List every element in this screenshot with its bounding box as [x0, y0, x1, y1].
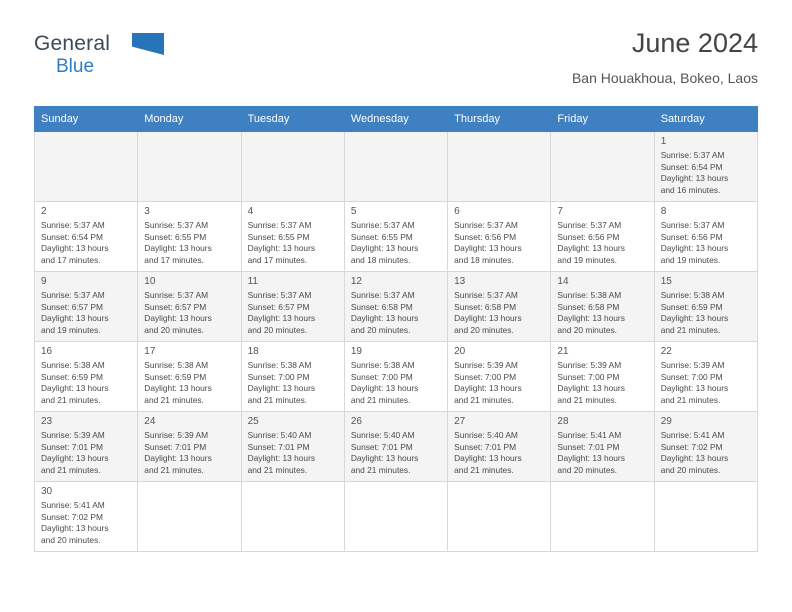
day-sunrise-text: Sunrise: 5:40 AM	[247, 430, 312, 440]
day-number: 26	[350, 416, 362, 427]
day-sunrise-text: Sunrise: 5:37 AM	[660, 220, 725, 230]
calendar-day-cell[interactable]	[448, 272, 551, 342]
day-sunset-text: Sunset: 7:01 PM	[557, 441, 620, 452]
calendar-cell-empty	[35, 132, 138, 202]
calendar-day-cell[interactable]	[551, 342, 654, 412]
day-daylight1-text: Daylight: 13 hours	[350, 453, 419, 464]
day-daylight2-text: and 20 minutes.	[557, 324, 618, 335]
day-sunrise-text: Sunrise: 5:37 AM	[350, 290, 415, 300]
day-sunset-text: Sunset: 7:01 PM	[454, 441, 517, 452]
calendar-day-cell[interactable]	[551, 202, 654, 272]
day-daylight1-text: Daylight: 13 hours	[350, 313, 419, 324]
calendar-cell-empty	[241, 482, 344, 552]
day-sunrise-text: Sunrise: 5:37 AM	[350, 220, 415, 230]
day-daylight2-text: and 21 minutes.	[454, 394, 514, 405]
day-number: 15	[660, 276, 672, 287]
day-daylight2-text: and 17 minutes.	[41, 254, 101, 265]
day-daylight2-text: and 20 minutes.	[660, 464, 721, 475]
day-sunset-text: Sunset: 7:01 PM	[350, 441, 413, 452]
day-sunrise-text: Sunrise: 5:39 AM	[41, 430, 105, 440]
day-number: 20	[454, 346, 466, 357]
page-header	[34, 26, 758, 98]
day-daylight1-text: Daylight: 13 hours	[350, 383, 419, 394]
day-daylight1-text: Daylight: 13 hours	[454, 313, 522, 324]
day-number: 12	[350, 276, 362, 287]
day-daylight1-text: Daylight: 13 hours	[247, 383, 316, 394]
day-daylight2-text: and 17 minutes.	[247, 254, 308, 265]
day-number: 22	[660, 346, 672, 357]
day-sunrise-text: Sunrise: 5:41 AM	[557, 430, 622, 440]
calendar-cell-empty	[138, 482, 241, 552]
day-number: 5	[350, 206, 357, 217]
day-number: 17	[144, 346, 156, 357]
calendar-day-cell[interactable]	[35, 272, 138, 342]
calendar-day-cell[interactable]	[448, 412, 551, 482]
calendar-week-row	[35, 482, 758, 552]
calendar-day-cell[interactable]	[138, 342, 241, 412]
day-sunset-text: Sunset: 7:02 PM	[41, 511, 103, 522]
day-daylight1-text: Daylight: 13 hours	[41, 453, 109, 464]
day-sunset-text: Sunset: 6:55 PM	[247, 231, 310, 242]
day-sunrise-text: Sunrise: 5:37 AM	[41, 220, 105, 230]
day-sunrise-text: Sunrise: 5:37 AM	[144, 290, 209, 300]
calendar-day-cell[interactable]	[654, 132, 757, 202]
day-daylight2-text: and 19 minutes.	[557, 254, 618, 265]
day-daylight1-text: Daylight: 13 hours	[557, 453, 625, 464]
day-sunrise-text: Sunrise: 5:38 AM	[557, 290, 622, 300]
day-number: 7	[557, 206, 563, 217]
day-sunset-text: Sunset: 6:55 PM	[350, 231, 413, 242]
day-number: 23	[41, 416, 53, 427]
day-daylight2-text: and 18 minutes.	[454, 254, 514, 265]
calendar-cell-empty	[551, 132, 654, 202]
day-daylight2-text: and 21 minutes.	[350, 394, 411, 405]
day-daylight1-text: Daylight: 13 hours	[41, 243, 109, 254]
day-sunset-text: Sunset: 6:57 PM	[41, 301, 103, 312]
day-daylight2-text: and 21 minutes.	[454, 464, 514, 475]
day-number: 6	[454, 206, 460, 217]
day-sunrise-text: Sunrise: 5:37 AM	[247, 290, 312, 300]
weekday-header-monday: Monday	[138, 107, 241, 132]
day-number: 28	[557, 416, 569, 427]
day-sunrise-text: Sunrise: 5:41 AM	[41, 500, 105, 510]
calendar-cell-empty	[654, 482, 757, 552]
day-sunrise-text: Sunrise: 5:39 AM	[557, 360, 622, 370]
weekday-header-tuesday: Tuesday	[241, 107, 344, 132]
day-sunset-text: Sunset: 7:01 PM	[144, 441, 207, 452]
calendar-day-cell[interactable]	[654, 412, 757, 482]
day-sunrise-text: Sunrise: 5:37 AM	[557, 220, 622, 230]
day-sunset-text: Sunset: 7:00 PM	[557, 371, 620, 382]
calendar-day-cell[interactable]	[138, 202, 241, 272]
day-sunset-text: Sunset: 6:57 PM	[144, 301, 207, 312]
calendar-day-cell[interactable]	[138, 272, 241, 342]
day-daylight2-text: and 20 minutes.	[350, 324, 411, 335]
calendar-day-cell[interactable]	[241, 202, 344, 272]
calendar-day-cell[interactable]	[448, 202, 551, 272]
day-daylight1-text: Daylight: 13 hours	[144, 453, 212, 464]
day-sunrise-text: Sunrise: 5:40 AM	[350, 430, 415, 440]
calendar-cell-empty	[551, 482, 654, 552]
calendar-day-cell[interactable]	[35, 342, 138, 412]
calendar-week-row	[35, 272, 758, 342]
weekday-header-saturday: Saturday	[654, 107, 757, 132]
day-number: 25	[247, 416, 259, 427]
day-sunset-text: Sunset: 6:59 PM	[144, 371, 207, 382]
day-sunrise-text: Sunrise: 5:38 AM	[350, 360, 415, 370]
logo-flag-icon	[132, 33, 164, 55]
day-sunset-text: Sunset: 6:54 PM	[41, 231, 103, 242]
day-sunset-text: Sunset: 7:00 PM	[660, 371, 723, 382]
day-daylight2-text: and 21 minutes.	[144, 464, 204, 475]
day-number: 1	[660, 136, 667, 147]
day-daylight1-text: Daylight: 13 hours	[144, 243, 212, 254]
weekday-header-wednesday: Wednesday	[344, 107, 447, 132]
day-number: 18	[247, 346, 259, 357]
calendar-day-cell[interactable]	[241, 342, 344, 412]
day-sunset-text: Sunset: 7:01 PM	[247, 441, 310, 452]
day-number: 8	[660, 206, 667, 217]
calendar-week-row	[35, 132, 758, 202]
calendar-week-row	[35, 202, 758, 272]
day-sunset-text: Sunset: 7:00 PM	[350, 371, 413, 382]
day-sunrise-text: Sunrise: 5:39 AM	[660, 360, 725, 370]
day-sunrise-text: Sunrise: 5:38 AM	[41, 360, 105, 370]
day-daylight1-text: Daylight: 13 hours	[41, 383, 109, 394]
sunrise-sunset-calendar	[34, 106, 758, 552]
day-number: 14	[557, 276, 569, 287]
day-sunrise-text: Sunrise: 5:37 AM	[454, 290, 518, 300]
day-daylight2-text: and 21 minutes.	[247, 464, 308, 475]
day-daylight1-text: Daylight: 13 hours	[660, 313, 729, 324]
day-daylight1-text: Daylight: 13 hours	[144, 383, 212, 394]
logo-text-blue: Blue	[56, 56, 95, 77]
day-daylight2-text: and 20 minutes.	[557, 464, 618, 475]
calendar-header-row	[35, 107, 758, 132]
calendar-day-cell[interactable]	[654, 272, 757, 342]
day-daylight2-text: and 17 minutes.	[144, 254, 204, 265]
day-daylight1-text: Daylight: 13 hours	[454, 453, 522, 464]
day-sunrise-text: Sunrise: 5:39 AM	[454, 360, 518, 370]
day-daylight1-text: Daylight: 13 hours	[41, 313, 109, 324]
day-daylight1-text: Daylight: 13 hours	[660, 173, 729, 184]
calendar-day-cell[interactable]	[654, 342, 757, 412]
day-daylight2-text: and 21 minutes.	[350, 464, 411, 475]
day-sunset-text: Sunset: 7:02 PM	[660, 441, 723, 452]
day-sunset-text: Sunset: 6:56 PM	[557, 231, 620, 242]
day-sunset-text: Sunset: 6:58 PM	[350, 301, 413, 312]
day-daylight1-text: Daylight: 13 hours	[557, 383, 625, 394]
weekday-header-sunday: Sunday	[35, 107, 138, 132]
day-sunrise-text: Sunrise: 5:37 AM	[660, 150, 725, 160]
calendar-day-cell[interactable]	[448, 342, 551, 412]
weekday-header-thursday: Thursday	[448, 107, 551, 132]
page-title: June 2024	[631, 28, 758, 58]
calendar-day-cell[interactable]	[344, 272, 447, 342]
day-daylight2-text: and 20 minutes.	[454, 324, 514, 335]
general-blue-logo	[34, 32, 214, 84]
calendar-week-row	[35, 412, 758, 482]
day-number: 9	[41, 276, 47, 287]
day-daylight1-text: Daylight: 13 hours	[557, 243, 625, 254]
day-number: 4	[247, 206, 254, 217]
day-sunset-text: Sunset: 6:59 PM	[660, 301, 723, 312]
day-daylight1-text: Daylight: 13 hours	[41, 523, 109, 534]
calendar-day-cell[interactable]	[35, 412, 138, 482]
calendar-week-row	[35, 342, 758, 412]
day-number: 2	[41, 206, 47, 217]
day-sunset-text: Sunset: 6:56 PM	[660, 231, 723, 242]
calendar-cell-empty	[241, 132, 344, 202]
day-number: 19	[350, 346, 362, 357]
calendar-cell-empty	[344, 482, 447, 552]
calendar-day-cell[interactable]	[35, 482, 138, 552]
calendar-day-cell[interactable]	[241, 272, 344, 342]
day-sunset-text: Sunset: 7:00 PM	[454, 371, 517, 382]
day-daylight2-text: and 20 minutes.	[247, 324, 308, 335]
day-sunset-text: Sunset: 7:01 PM	[41, 441, 103, 452]
day-sunset-text: Sunset: 6:57 PM	[247, 301, 310, 312]
day-daylight2-text: and 19 minutes.	[41, 324, 101, 335]
day-number: 24	[144, 416, 156, 427]
calendar-day-cell[interactable]	[551, 272, 654, 342]
day-daylight1-text: Daylight: 13 hours	[557, 313, 625, 324]
day-daylight1-text: Daylight: 13 hours	[247, 453, 316, 464]
logo-text-general: General	[34, 32, 111, 55]
day-daylight1-text: Daylight: 13 hours	[660, 383, 729, 394]
day-sunset-text: Sunset: 7:00 PM	[247, 371, 310, 382]
calendar-day-cell[interactable]	[35, 202, 138, 272]
day-number: 30	[41, 486, 53, 497]
day-daylight2-text: and 21 minutes.	[557, 394, 618, 405]
day-daylight1-text: Daylight: 13 hours	[454, 243, 522, 254]
calendar-day-cell[interactable]	[551, 412, 654, 482]
calendar-day-cell[interactable]	[241, 412, 344, 482]
calendar-cell-empty	[138, 132, 241, 202]
day-daylight2-text: and 16 minutes.	[660, 184, 721, 195]
calendar-day-cell[interactable]	[654, 202, 757, 272]
day-sunset-text: Sunset: 6:56 PM	[454, 231, 517, 242]
calendar-day-cell[interactable]	[344, 412, 447, 482]
day-number: 29	[660, 416, 672, 427]
day-daylight2-text: and 21 minutes.	[41, 394, 101, 405]
day-daylight2-text: and 21 minutes.	[660, 394, 721, 405]
day-daylight2-text: and 18 minutes.	[350, 254, 411, 265]
day-daylight1-text: Daylight: 13 hours	[247, 313, 316, 324]
calendar-day-cell[interactable]	[344, 202, 447, 272]
day-daylight2-text: and 20 minutes.	[144, 324, 204, 335]
day-daylight2-text: and 21 minutes.	[660, 324, 721, 335]
day-sunrise-text: Sunrise: 5:41 AM	[660, 430, 725, 440]
day-sunrise-text: Sunrise: 5:39 AM	[144, 430, 209, 440]
calendar-cell-empty	[344, 132, 447, 202]
day-number: 11	[247, 276, 258, 287]
day-sunrise-text: Sunrise: 5:37 AM	[41, 290, 105, 300]
day-daylight2-text: and 21 minutes.	[144, 394, 204, 405]
day-daylight2-text: and 21 minutes.	[41, 464, 101, 475]
day-daylight1-text: Daylight: 13 hours	[247, 243, 316, 254]
day-number: 21	[557, 346, 569, 357]
day-sunset-text: Sunset: 6:54 PM	[660, 161, 723, 172]
day-daylight1-text: Daylight: 13 hours	[660, 453, 729, 464]
day-sunrise-text: Sunrise: 5:37 AM	[144, 220, 209, 230]
location-subtitle: Ban Houakhoua, Bokeo, Laos	[571, 70, 758, 86]
day-daylight1-text: Daylight: 13 hours	[454, 383, 522, 394]
day-number: 3	[144, 206, 150, 217]
day-sunset-text: Sunset: 6:59 PM	[41, 371, 103, 382]
calendar-body	[35, 132, 758, 552]
day-sunset-text: Sunset: 6:58 PM	[454, 301, 517, 312]
day-sunrise-text: Sunrise: 5:38 AM	[247, 360, 312, 370]
calendar-cell-empty	[448, 482, 551, 552]
day-sunrise-text: Sunrise: 5:37 AM	[454, 220, 518, 230]
day-daylight1-text: Daylight: 13 hours	[144, 313, 212, 324]
calendar-cell-empty	[448, 132, 551, 202]
day-daylight1-text: Daylight: 13 hours	[660, 243, 729, 254]
day-number: 13	[454, 276, 466, 287]
weekday-header-friday: Friday	[551, 107, 654, 132]
day-sunset-text: Sunset: 6:58 PM	[557, 301, 620, 312]
day-sunrise-text: Sunrise: 5:38 AM	[144, 360, 209, 370]
day-sunrise-text: Sunrise: 5:40 AM	[454, 430, 518, 440]
day-daylight2-text: and 20 minutes.	[41, 534, 101, 545]
day-daylight2-text: and 21 minutes.	[247, 394, 308, 405]
day-number: 10	[144, 276, 156, 287]
day-number: 27	[454, 416, 466, 427]
calendar-day-cell[interactable]	[344, 342, 447, 412]
day-number: 16	[41, 346, 53, 357]
day-sunset-text: Sunset: 6:55 PM	[144, 231, 207, 242]
day-daylight1-text: Daylight: 13 hours	[350, 243, 419, 254]
day-daylight2-text: and 19 minutes.	[660, 254, 721, 265]
day-sunrise-text: Sunrise: 5:37 AM	[247, 220, 312, 230]
title-block	[572, 26, 758, 86]
calendar-day-cell[interactable]	[138, 412, 241, 482]
day-sunrise-text: Sunrise: 5:38 AM	[660, 290, 725, 300]
